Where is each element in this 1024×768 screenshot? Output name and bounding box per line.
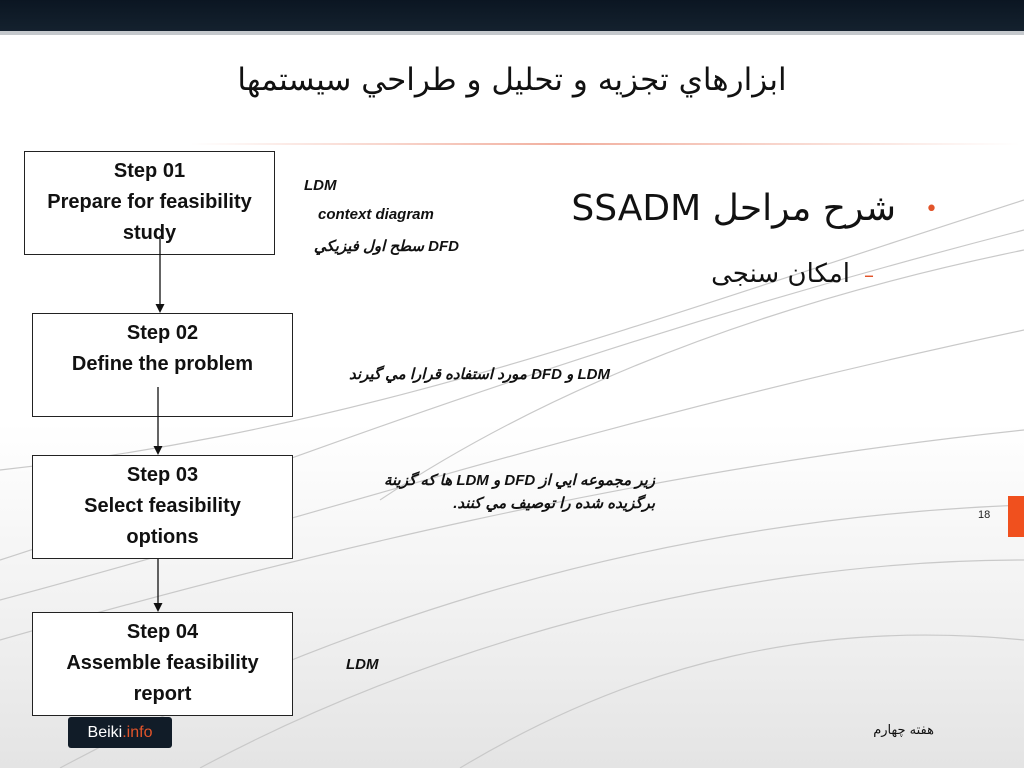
step-03-id: Step 03 [126,464,199,486]
step-01-note-ldm: LDM [304,177,337,194]
step-01-line-1: Prepare for feasibility [47,191,252,213]
step-01-id: Step 01 [113,160,186,182]
logo-part-2: .info [122,723,153,741]
step-03-line-1: Select feasibility [84,495,241,517]
step-04-line-1: Assemble feasibility [66,652,259,674]
step-02-note: LDM و DFD مورد استفاده قرارا مي گيرند [349,366,610,383]
step-03-line-2: options [126,526,199,548]
step-02-id: Step 02 [126,322,199,344]
page-number: 18 [978,509,991,521]
step-03-note-line-1: زير مجموعه ايي از DFD و LDM ها که گزينة [383,472,655,489]
dot-icon: • [925,197,938,222]
step-01-note-context: context diagram [318,206,434,223]
step-04-line-2: report [133,683,192,705]
step-01-note-dfd: DFD سطح اول فيزيکي [313,238,459,255]
step-01-line-2: study [122,222,177,244]
step-04-note: LDM [346,656,379,673]
dash-icon: – [864,263,874,287]
footer-text: هفته چهارم [873,723,934,738]
bullet-sub: امکان سنجی [711,259,850,289]
bullet-main: شرح مراحل SSADM [571,188,896,229]
logo-part-1: Beiki [87,723,123,741]
step-04-id: Step 04 [126,621,199,643]
slide-title: ابزارهاي تجزيه و تحليل و طراحي سيستمها [237,62,787,98]
step-03-note-line-2: برگزيده شده را توصيف مي کنند. [453,495,655,512]
arrow-1-head [156,304,165,313]
arrow-3-head [154,603,163,612]
accent-bar [1008,496,1024,537]
arrow-2-head [154,446,163,455]
beiki-logo [68,717,172,748]
step-02-line-1: Define the problem [71,353,254,375]
